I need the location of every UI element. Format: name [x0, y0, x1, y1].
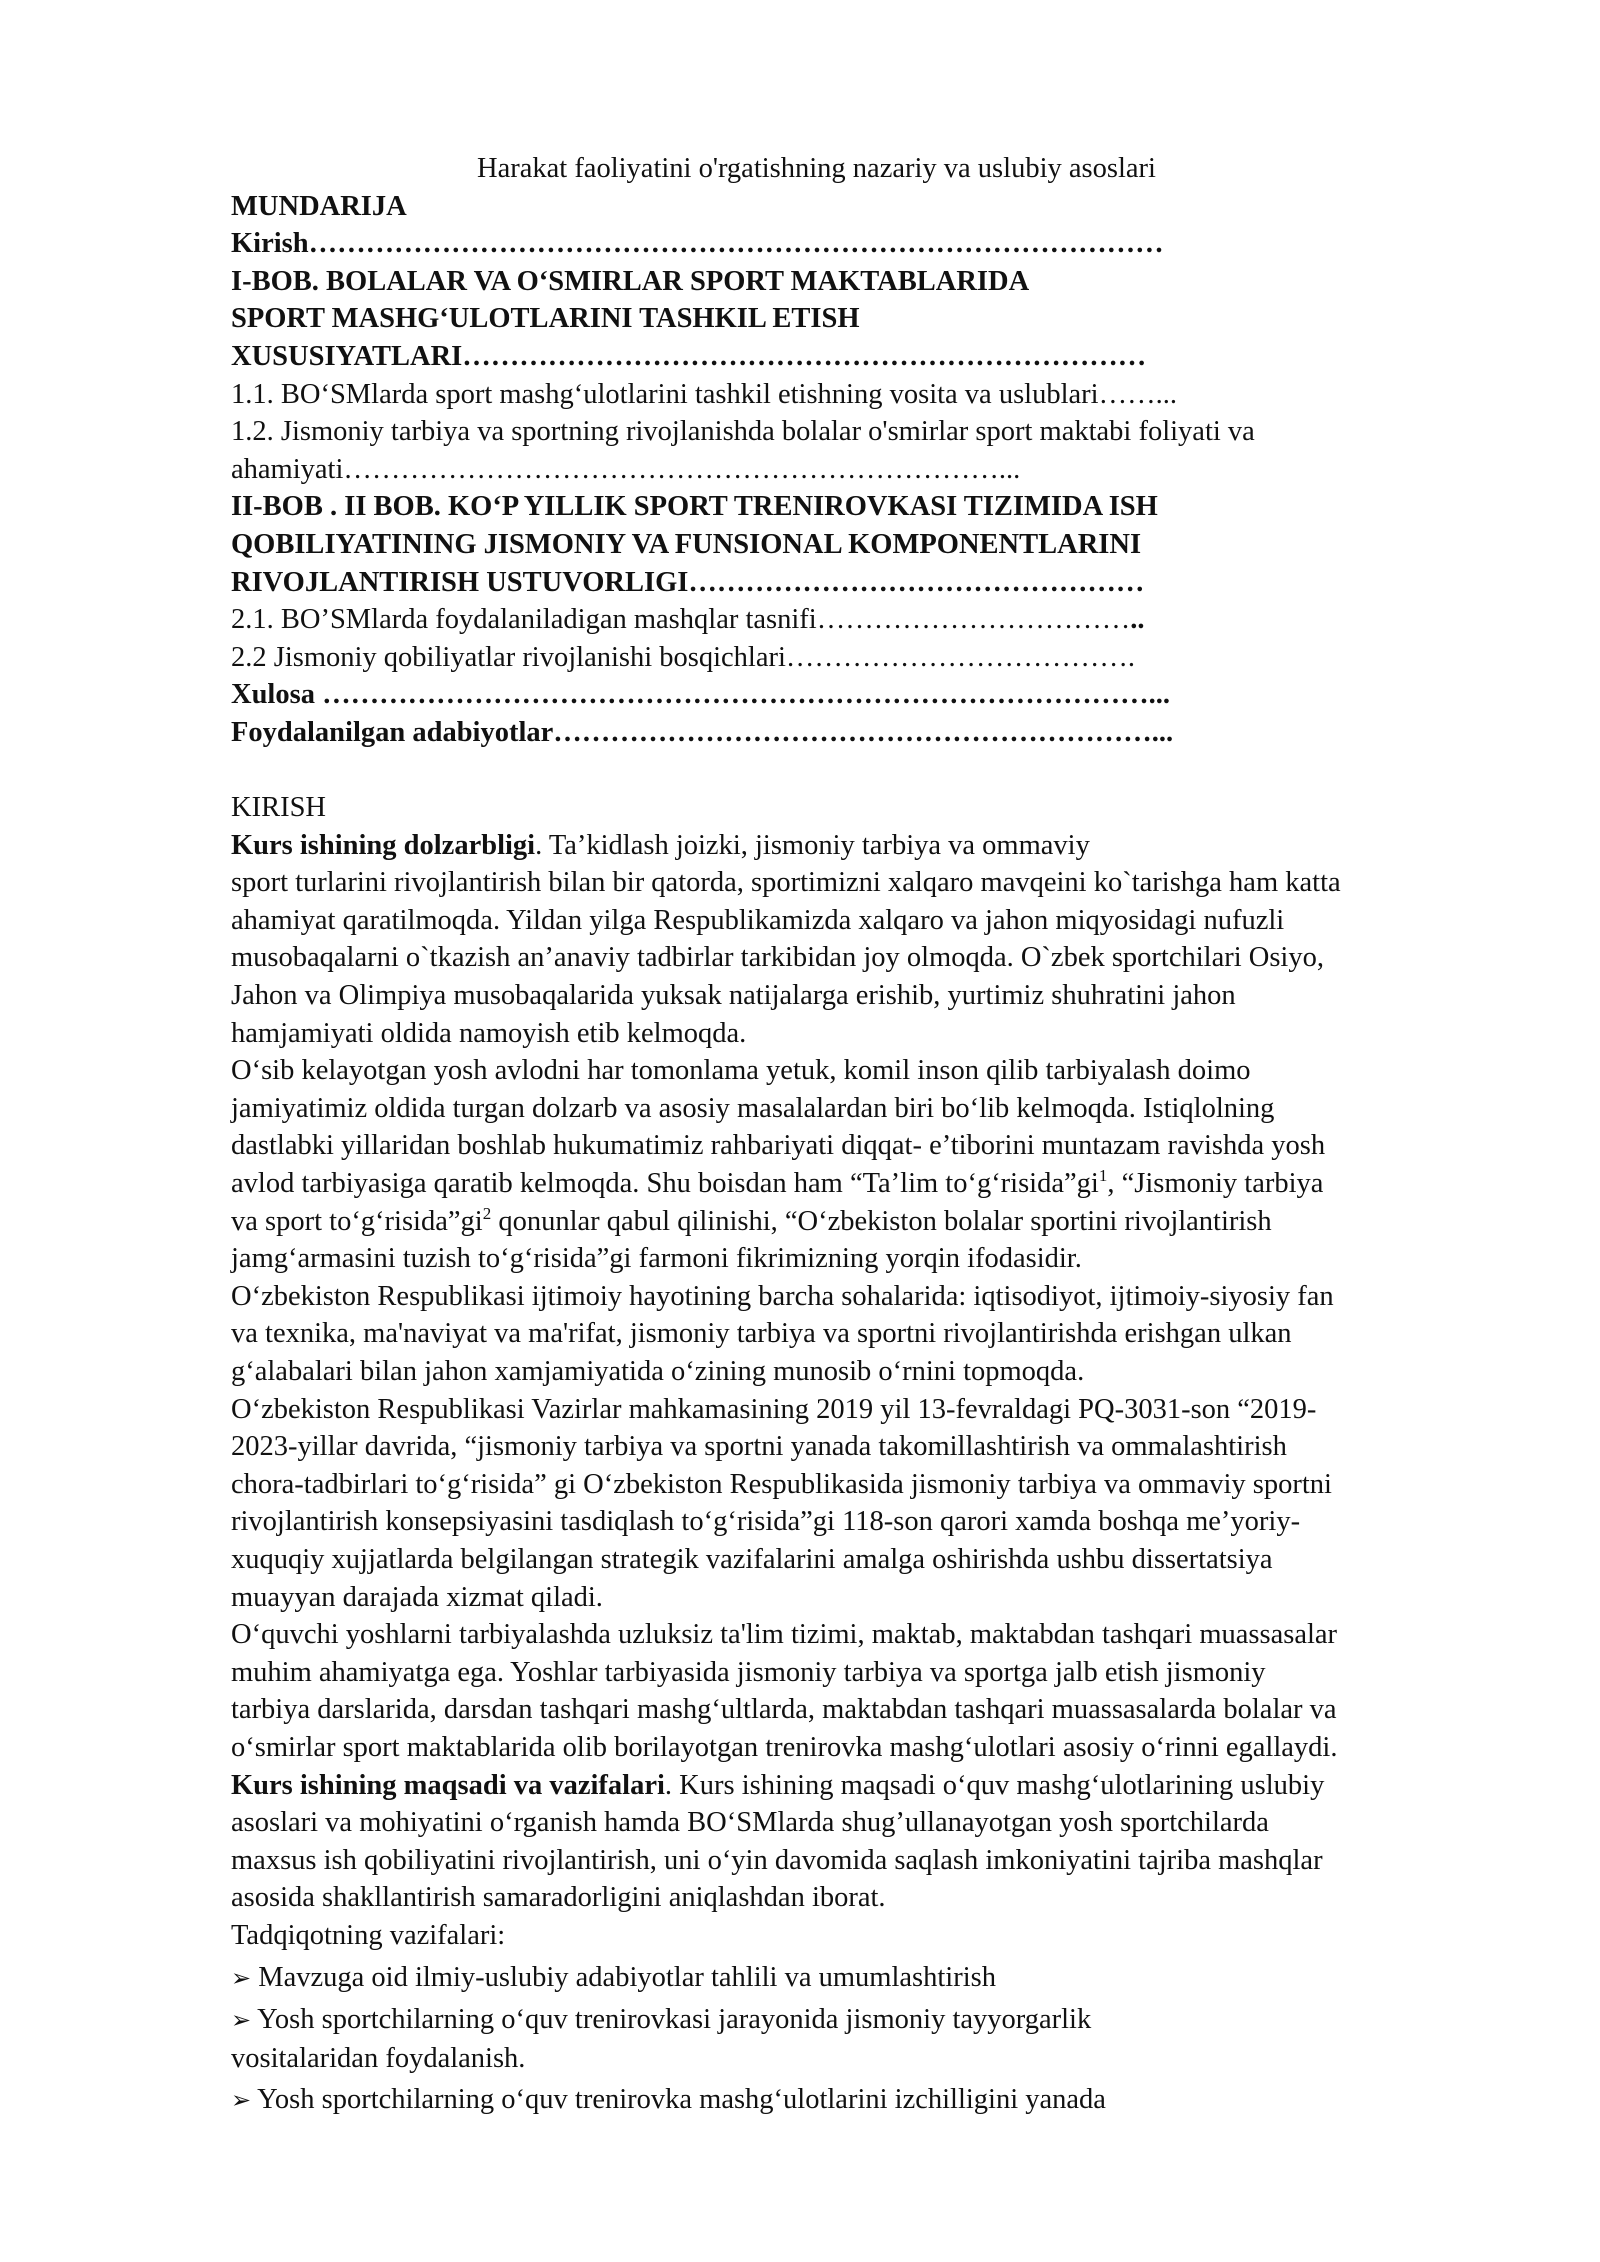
republic-line-3: g‘alabalari bilan jahon xamjamiyatida o‘zining munosib o‘rnini topmoqda. — [231, 1356, 1085, 1387]
relevance-paragraph — [231, 827, 1501, 1053]
relevance-line-5: Jahon va Olimpiya musobaqalarida yuksak natijalarga erishib, yurtimiz shuhratini jahon — [231, 980, 1236, 1012]
table-of-contents — [231, 188, 1501, 752]
task-list-item — [231, 2081, 1501, 2120]
education-paragraph — [231, 1616, 1501, 1766]
relevance-line-1: . Ta’kidlash joizki, jismoniy tarbiya va ommaviy — [535, 829, 1090, 861]
introduction-section — [231, 789, 1501, 2120]
youth-line-1: O‘sib kelayotgan yosh avlodni har tomonlama yetuk, komil inson qilib tarbiyalash doimo — [231, 1055, 1251, 1087]
arrowhead-bullet-icon: ➢ — [231, 1963, 252, 1992]
footnote-ref-2[interactable]: 2 — [482, 1203, 492, 1223]
toc-entry-section-2-1-dots: .. — [1130, 604, 1145, 636]
footnote-ref-1[interactable]: 1 — [1098, 1166, 1108, 1186]
youth-line-5-end: qonunlar qabul qilinishi, “O‘zbekiston bolalar sportini rivojlantirish — [491, 1205, 1272, 1237]
republic-paragraph — [231, 1278, 1501, 1391]
youth-line-6: jamg‘armasini tuzish to‘g‘risida”gi farmoni fikrimizning yorqin ifodasidir. — [231, 1243, 1082, 1275]
decree-line-4: rivojlantirish konsepsiyasini tasdiqlash to‘g‘risida”gi 118-son qarori xamda boshqa me’yoriy- — [231, 1506, 1301, 1538]
goals-label: Kurs ishining maqsadi va vazifalari — [231, 1769, 665, 1801]
toc-entry-section-2-2: 2.2 Jismoniy qobiliyatlar rivojlanishi bosqichlari………………………………. — [231, 641, 1136, 673]
toc-heading: MUNDARIJA — [231, 190, 407, 222]
youth-paragraph — [231, 1052, 1501, 1278]
task-list-item — [231, 2001, 1501, 2077]
decree-line-6: muayyan darajada xizmat qiladi. — [231, 1581, 603, 1613]
arrowhead-bullet-icon: ➢ — [231, 2006, 252, 2035]
toc-entry-kirish: Kirish……………………………………………………………………………… — [231, 228, 1164, 260]
document-title: Harakat faoliyatini o'rgatishning nazariy va uslubiy asoslari — [477, 153, 1156, 184]
relevance-label: Kurs ishining dolzarbligi — [231, 829, 536, 861]
intro-heading: KIRISH — [231, 792, 327, 824]
toc-entry-chapter-2-cont2: RIVOJLANTIRISH USTUVORLIGI………………………………………… — [231, 566, 1145, 598]
decree-line-3: chora-tadbirlari to‘g‘risida” gi O‘zbekiston Respublikasida jismoniy tarbiya va ommaviy sportni — [231, 1468, 1332, 1500]
toc-entry-section-2-1-text: 2.1. BO’SMlarda foydalaniladigan mashqlar tasnifi…………………………… — [231, 604, 1131, 636]
republic-line-1: O‘zbekiston Respublikasi ijtimoiy hayotining barcha sohalarida: iqtisodiyot, ijtimoiy-siyosiy fan — [231, 1280, 1334, 1312]
goals-line-2: asoslari va mohiyatini o‘rganish hamda BO‘SMlarda shug’ullanayotgan yosh sportchilarda — [231, 1807, 1269, 1839]
toc-entry-adabiyotlar: Foydalanilgan adabiyotlar………………………………………………………... — [231, 716, 1174, 748]
youth-line-4: avlod tarbiyasiga qaratib kelmoqda. Shu boisdan ham “Ta’lim to‘g‘risida”gi — [231, 1168, 1099, 1200]
decree-line-5: xuquqiy xujjatlarda belgilangan strategik vazifalarini amalga oshirishda ushbu dissertatsiya — [231, 1543, 1273, 1575]
toc-entry-section-1-1: 1.1. BO‘SMlarda sport mashg‘ulotlarini tashkil etishning vosita va uslublari……... — [231, 378, 1177, 410]
document-page — [231, 150, 1501, 2120]
toc-entry-chapter-1: I-BOB. BOLALAR VA O‘SMIRLAR SPORT MAKTABLARIDA — [231, 265, 1030, 297]
youth-line-5: va sport to‘g‘risida”gi — [231, 1205, 483, 1237]
education-line-2: muhim ahamiyatga ega. Yoshlar tarbiyasida jismoniy tarbiya va sportga jalb etish jismoniy — [231, 1656, 1266, 1688]
relevance-line-4: musobaqalarni o`tkazish an’anaviy tadbirlar tarkibidan joy olmoqda. O`zbek sportchilari Osiyo, — [231, 942, 1324, 974]
arrowhead-bullet-icon: ➢ — [231, 2086, 252, 2115]
republic-line-2: va texnika, ma'naviyat va ma'rifat, jismoniy tarbiya va sportni rivojlantirishda erishgan ulkan — [231, 1318, 1292, 1350]
goals-paragraph — [231, 1767, 1501, 1917]
task-3-text: Yosh sportchilarning o‘quv trenirovka mashg‘ulotlarini izchilligini yanada — [251, 2084, 1106, 2116]
relevance-line-3: ahamiyat qaratilmoqda. Yildan yilga Respublikamizda xalqaro va jahon miqyosidagi nufuzli — [231, 904, 1285, 936]
toc-entry-section-1-2: 1.2. Jismoniy tarbiya va sportning rivojlanishda bolalar o'smirlar sport maktabi foliyati va — [231, 416, 1255, 448]
education-line-1: O‘quvchi yoshlarni tarbiyalashda uzluksiz ta'lim tizimi, maktab, maktabdan tashqari muassasalar — [231, 1619, 1338, 1651]
youth-line-2: jamiyatimiz oldida turgan dolzarb va asosiy masalalardan biri bo‘lib kelmoqda. Istiqlolning — [231, 1092, 1275, 1124]
decree-line-1: O‘zbekiston Respublikasi Vazirlar mahkamasining 2019 yil 13-fevraldagi PQ-3031-son “2019- — [231, 1393, 1317, 1425]
education-line-4: o‘smirlar sport maktablarida olib borilayotgan trenirovka mashg‘ulotlari asosiy o‘rinni egallaydi. — [231, 1731, 1338, 1763]
toc-entry-chapter-2: II-BOB . II BOB. KO‘P YILLIK SPORT TRENIROVKASI TIZIMIDA ISH — [231, 491, 1158, 523]
decree-line-2: 2023-yillar davrida, “jismoniy tarbiya va sportni yanada takomillashtirish va ommalashtirish — [231, 1431, 1287, 1463]
decree-paragraph — [231, 1391, 1501, 1617]
toc-entry-section-1-2-cont: ahamiyati……………………………………………………………... — [231, 453, 1021, 485]
spacer — [231, 752, 1501, 790]
tasks-heading: Tadqiqotning vazifalari: — [231, 1919, 506, 1951]
toc-entry-section-2-1 — [231, 601, 1501, 639]
goals-line-1: . Kurs ishining maqsadi o‘quv mashg‘ulotlarining uslubiy — [664, 1769, 1325, 1801]
goals-line-3: maxsus ish qobiliyatini rivojlantirish, uni o‘yin davomida saqlash imkoniyatini tajriba mashqlar — [231, 1844, 1323, 1876]
task-2-text-cont: vositalaridan foydalanish. — [231, 2042, 526, 2074]
toc-entry-chapter-1-cont2: XUSUSIYATLARI……………………………………………………………… — [231, 340, 1147, 372]
task-list-item — [231, 1959, 1501, 1998]
toc-entry-xulosa: Xulosa ……………………………………………………………………………... — [231, 679, 1170, 711]
goals-line-4: asosida shakllantirish samaradorligini aniqlashdan iborat. — [231, 1882, 886, 1914]
toc-entry-chapter-2-cont: QOBILIYATINING JISMONIY VA FUNSIONAL KOMPONENTLARINI — [231, 528, 1142, 560]
task-1-text: Mavzuga oid ilmiy-uslubiy adabiyotlar tahlili va umumlashtirish — [251, 1961, 996, 1993]
task-2-text: Yosh sportchilarning o‘quv trenirovkasi jarayonida jismoniy tayyorgarlik — [251, 2004, 1092, 2036]
relevance-line-6: hamjamiyati oldida namoyish etib kelmoqda. — [231, 1017, 747, 1049]
youth-line-3: dastlabki yillaridan boshlab hukumatimiz rahbariyati diqqat- e’tiborini muntazam ravishda yosh — [231, 1130, 1326, 1162]
toc-entry-chapter-1-cont: SPORT MASHG‘ULOTLARINI TASHKIL ETISH — [231, 303, 860, 335]
relevance-line-2: sport turlarini rivojlantirish bilan bir qatorda, sportimizni xalqaro mavqeini ko`tarishga ham katta — [231, 867, 1341, 899]
education-line-3: tarbiya darslarida, darsdan tashqari mashg‘ultlarda, maktabdan tashqari muassasalarda bolalar va — [231, 1694, 1337, 1726]
youth-line-4-end: , “Jismoniy tarbiya — [1107, 1168, 1324, 1200]
